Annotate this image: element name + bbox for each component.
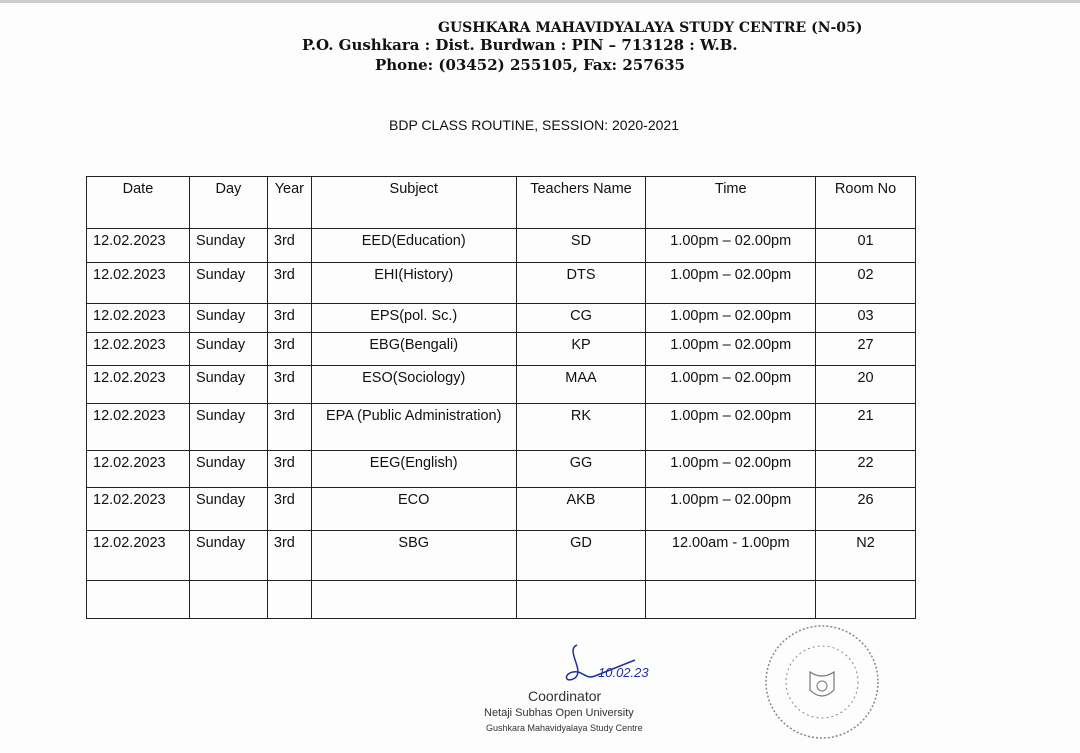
table-cell: RK — [516, 404, 646, 451]
table-cell: 27 — [816, 333, 916, 366]
table-cell: Sunday — [189, 451, 267, 488]
institution-phone: Phone: (03452) 255105, Fax: 257635 — [375, 56, 685, 74]
table-cell — [189, 581, 267, 619]
table-cell: Sunday — [189, 488, 267, 531]
signatory-university: Netaji Subhas Open University — [484, 707, 634, 719]
table-cell: 3rd — [267, 304, 311, 333]
table-cell: Sunday — [189, 366, 267, 404]
table-cell: EPA (Public Administration) — [311, 404, 516, 451]
table-cell: MAA — [516, 366, 646, 404]
table-cell: EPS(pol. Sc.) — [311, 304, 516, 333]
table-cell: 12.02.2023 — [87, 263, 190, 304]
table-cell: Sunday — [189, 404, 267, 451]
signatory-centre: Gushkara Mahavidyalaya Study Centre — [486, 723, 643, 733]
table-cell: 3rd — [267, 263, 311, 304]
table-cell: 12.02.2023 — [87, 451, 190, 488]
table-cell: 1.00pm – 02.00pm — [646, 451, 816, 488]
table-cell: 1.00pm – 02.00pm — [646, 404, 816, 451]
table-cell: 1.00pm – 02.00pm — [646, 229, 816, 263]
table-cell: AKB — [516, 488, 646, 531]
column-header: Time — [646, 177, 816, 229]
table-cell: 3rd — [267, 229, 311, 263]
scan-edge — [0, 0, 1080, 3]
table-cell: 1.00pm – 02.00pm — [646, 366, 816, 404]
table-cell: 20 — [816, 366, 916, 404]
table-header-row — [87, 177, 916, 229]
table-cell: CG — [516, 304, 646, 333]
class-routine-table — [86, 176, 916, 619]
table-row — [87, 404, 916, 451]
table-row — [87, 366, 916, 404]
table-cell: 12.02.2023 — [87, 333, 190, 366]
table-cell: ESO(Sociology) — [311, 366, 516, 404]
table-cell: Sunday — [189, 531, 267, 581]
table-cell: GD — [516, 531, 646, 581]
table-cell: 12.02.2023 — [87, 531, 190, 581]
table-cell: GG — [516, 451, 646, 488]
table-cell: SBG — [311, 531, 516, 581]
column-header: Date — [87, 177, 190, 229]
table-cell: 12.02.2023 — [87, 488, 190, 531]
table-cell: ECO — [311, 488, 516, 531]
table-cell — [646, 581, 816, 619]
signature-date: 10.02.23 — [598, 665, 649, 680]
table-cell — [87, 581, 190, 619]
table-row — [87, 488, 916, 531]
table-cell: DTS — [516, 263, 646, 304]
table-cell: EED(Education) — [311, 229, 516, 263]
table-cell: 12.02.2023 — [87, 366, 190, 404]
table-cell: SD — [516, 229, 646, 263]
table-cell: 01 — [816, 229, 916, 263]
official-seal-icon — [762, 622, 882, 742]
table-cell: 3rd — [267, 333, 311, 366]
table-cell: 12.00am - 1.00pm — [646, 531, 816, 581]
table-row — [87, 229, 916, 263]
column-header: Subject — [311, 177, 516, 229]
table-cell: 1.00pm – 02.00pm — [646, 333, 816, 366]
column-header: Room No — [816, 177, 916, 229]
table-cell: 3rd — [267, 488, 311, 531]
table-row — [87, 263, 916, 304]
table-cell: 26 — [816, 488, 916, 531]
table-cell: 03 — [816, 304, 916, 333]
column-header: Teachers Name — [516, 177, 646, 229]
table-row — [87, 333, 916, 366]
table-cell: Sunday — [189, 304, 267, 333]
table-cell: 12.02.2023 — [87, 304, 190, 333]
table-row — [87, 531, 916, 581]
table-cell — [267, 581, 311, 619]
table-cell: Sunday — [189, 263, 267, 304]
column-header: Year — [267, 177, 311, 229]
table-cell — [516, 581, 646, 619]
table-cell — [816, 581, 916, 619]
table-cell: 02 — [816, 263, 916, 304]
table-cell: Sunday — [189, 229, 267, 263]
table-cell: 21 — [816, 404, 916, 451]
table-cell: EBG(Bengali) — [311, 333, 516, 366]
table-cell: EEG(English) — [311, 451, 516, 488]
table-cell: 3rd — [267, 404, 311, 451]
table-cell: 1.00pm – 02.00pm — [646, 304, 816, 333]
signatory-role: Coordinator — [528, 688, 602, 704]
institution-name: GUSHKARA MAHAVIDYALAYA STUDY CENTRE (N-05) — [438, 20, 863, 36]
table-cell: 22 — [816, 451, 916, 488]
table-cell: Sunday — [189, 333, 267, 366]
table-cell: EHI(History) — [311, 263, 516, 304]
table-cell: 3rd — [267, 451, 311, 488]
table-row — [87, 581, 916, 619]
institution-address: P.O. Gushkara : Dist. Burdwan : PIN – 713128 : W.B. — [302, 36, 738, 54]
table-cell — [311, 581, 516, 619]
table-cell: 1.00pm – 02.00pm — [646, 263, 816, 304]
table-cell: 1.00pm – 02.00pm — [646, 488, 816, 531]
document-title: BDP CLASS ROUTINE, SESSION: 2020-2021 — [389, 117, 679, 133]
table-cell: 3rd — [267, 531, 311, 581]
table-cell: 3rd — [267, 366, 311, 404]
signature-icon — [555, 640, 645, 690]
column-header: Day — [189, 177, 267, 229]
table-row — [87, 451, 916, 488]
table-cell: N2 — [816, 531, 916, 581]
table-cell: KP — [516, 333, 646, 366]
table-cell: 12.02.2023 — [87, 404, 190, 451]
table-cell: 12.02.2023 — [87, 229, 190, 263]
table-row — [87, 304, 916, 333]
